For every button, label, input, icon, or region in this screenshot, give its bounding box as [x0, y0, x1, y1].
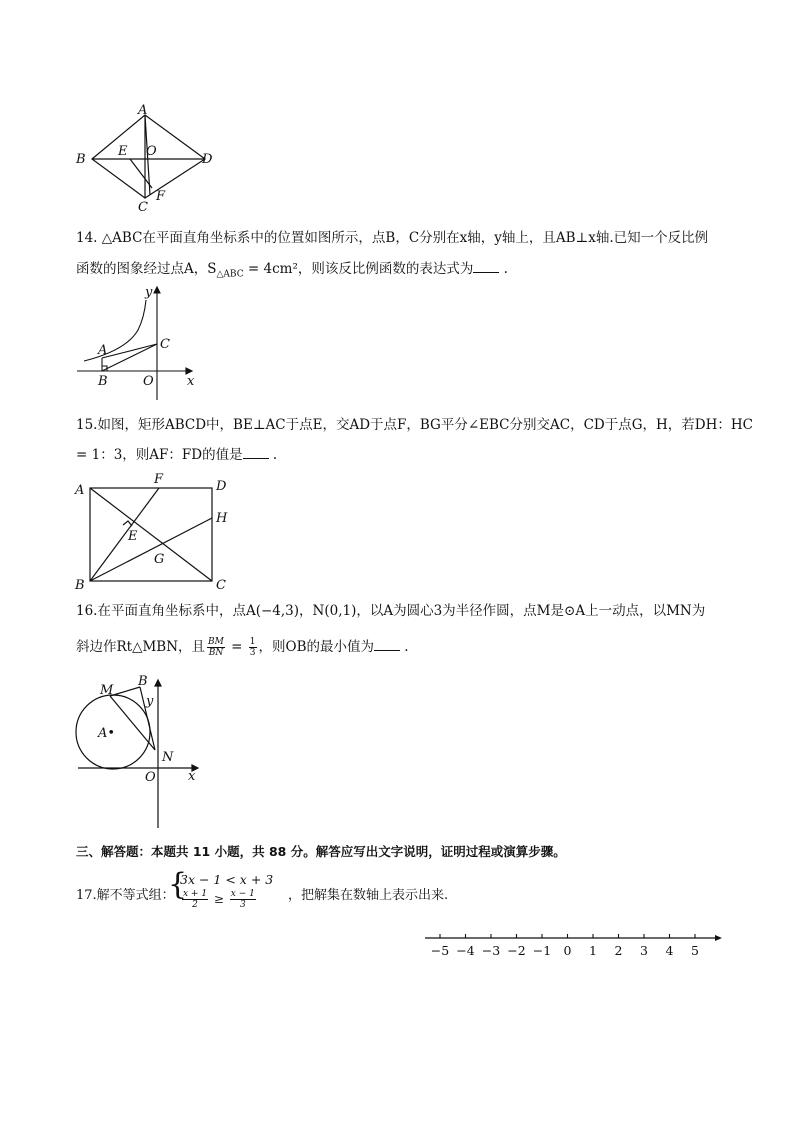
number-line-label: −1 [532, 943, 552, 958]
q14-answer-blank[interactable] [473, 260, 499, 273]
label-O: O [146, 144, 157, 159]
q14-label-C: C [160, 337, 170, 352]
q17-inequality-1: 3x − 1 < x + 3 [180, 872, 274, 887]
q14-figure [72, 282, 212, 400]
q17-frac-left-num: x + 1 [183, 889, 208, 899]
q17-brace: { [168, 867, 188, 902]
q17-frac-right-num: x − 1 [230, 889, 255, 899]
q16-line2-a: 斜边作Rt△MBN，且 [76, 639, 206, 655]
label-E: E [118, 144, 128, 159]
number-line-label: 1 [589, 943, 597, 958]
q15-label-H: H [216, 511, 228, 526]
number-line[interactable] [420, 928, 730, 962]
q14-line2-a: 函数的图象经过点A，S [76, 261, 217, 277]
q15-figure [70, 470, 240, 594]
q14-line2-end: . [499, 261, 508, 277]
q14-label-y: y [145, 285, 153, 300]
q14-label-x: x [187, 374, 195, 389]
q16-line2-b: ，则OB的最小值为 [258, 639, 375, 655]
q16-label-A: A• [98, 726, 116, 741]
q16-label-x: x [188, 769, 196, 784]
number-line-label: 0 [563, 943, 572, 958]
q17-frac-left-den: 2 [192, 900, 198, 910]
label-B: B [76, 152, 86, 167]
q16-frac-num: BM [208, 637, 224, 647]
q16-line2 [76, 637, 409, 658]
section3-heading: 三、解答题：本题共 11 小题，共 88 分。解答应写出文字说明，证明过程或演算步骤。 [76, 844, 566, 859]
q16-frac2-den: 3 [249, 648, 256, 658]
q16-label-y: y [146, 694, 154, 709]
q16-figure [70, 670, 210, 830]
q15-label-A: A [75, 483, 85, 498]
q15-label-C: C [216, 578, 226, 593]
q16-label-O: O [145, 770, 156, 785]
q17-suffix: ，把解集在数轴上表示出来. [288, 888, 449, 903]
q16-fraction-bm-bn [207, 637, 225, 658]
q17-prefix: 17.解不等式组： [76, 888, 175, 903]
q17-frac-left [182, 889, 208, 910]
q15-line2 [76, 445, 277, 465]
q16-fraction-one-third [249, 637, 257, 658]
q15-label-D: D [216, 479, 227, 494]
label-C: C [138, 200, 148, 215]
q17-frac-right [230, 889, 256, 910]
q15-label-F: F [154, 472, 164, 487]
q16-line2-end: . [400, 639, 409, 655]
q16-frac2-num: 1 [249, 637, 256, 647]
q16-label-B: B [138, 674, 148, 689]
number-line-label: −3 [481, 943, 501, 958]
number-line-label: 3 [640, 943, 648, 958]
q15-answer-blank[interactable] [243, 446, 269, 459]
number-line-label: −2 [507, 943, 526, 958]
number-line-label: −5 [430, 943, 450, 958]
q17-frac-right-den: 3 [239, 900, 246, 910]
q16-label-N: N [162, 750, 174, 765]
number-line-label: −4 [456, 943, 475, 958]
q15-label-E: E [128, 529, 138, 544]
q15-label-B: B [75, 578, 85, 593]
q16-line2-eq: = [226, 639, 247, 655]
q14-label-O: O [143, 374, 154, 389]
q14-label-B: B [98, 374, 108, 389]
q16-label-M: M [100, 683, 114, 698]
q16-answer-blank[interactable] [374, 638, 400, 651]
q14-line2-sub: △ABC [216, 269, 244, 280]
q16-line1: 16.在平面直角坐标系中，点A(−4,3)，N(0,1)，以A为圆心3为半径作圆，点M是⊙A上一动点，以MN为 [76, 603, 706, 619]
number-line-label: 5 [691, 943, 699, 958]
q16-frac-den: BN [208, 648, 224, 658]
q17-inequality-2 [180, 889, 258, 910]
q15-label-G: G [154, 552, 165, 567]
q17-geq: ≥ [213, 892, 224, 906]
number-line-label: 2 [614, 943, 623, 958]
q15-line2-end: . [268, 447, 278, 463]
q14-line2-b: = 4cm²，则该反比例函数的表达式为 [243, 261, 474, 277]
rhombus-figure [70, 100, 230, 218]
q14-line1: 14. △ABC在平面直角坐标系中的位置如图所示，点B，C分别在x轴，y轴上，且AB⊥x轴.已知一个反比例 [76, 230, 709, 246]
label-A: A [138, 103, 148, 118]
q14-label-A: A [98, 343, 108, 358]
number-line-label: 4 [665, 943, 674, 958]
label-F: F [156, 189, 166, 204]
label-D: D [202, 152, 213, 167]
q14-line2 [76, 259, 508, 285]
q15-line2-text: = 1：3，则AF：FD的值是 [76, 447, 243, 463]
q15-line1: 15.如图，矩形ABCD中，BE⊥AC于点E，交AD于点F，BG平分∠EBC分别交AC，CD于点G，H，若DH：HC [76, 417, 753, 433]
